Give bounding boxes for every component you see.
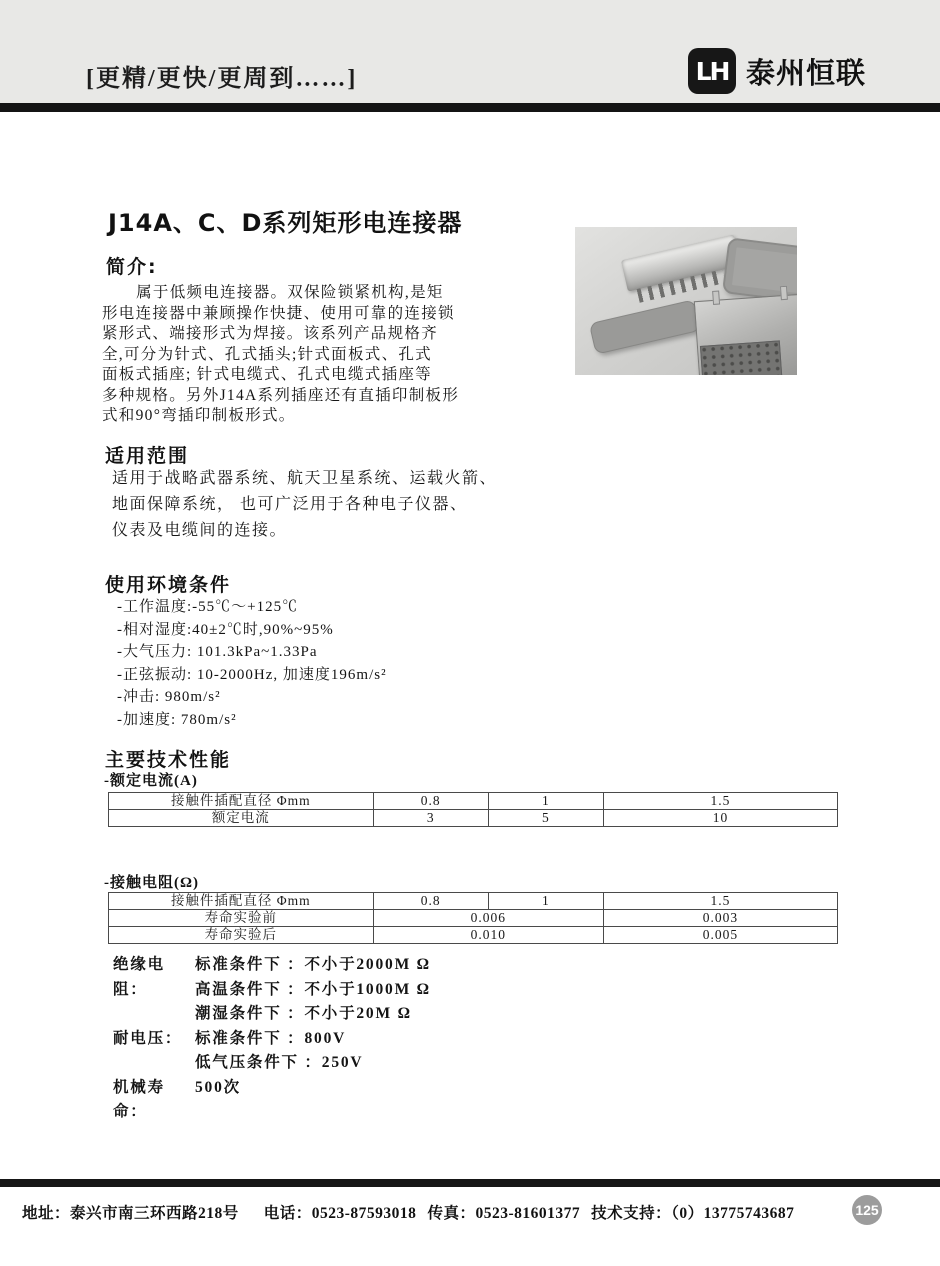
spec-row — [113, 1002, 431, 1027]
environment-item: -工作温度:-55℃～+125℃ — [117, 599, 299, 615]
rated-current-table — [108, 792, 838, 827]
intro-paragraph — [102, 283, 564, 427]
table-cell: 0.006 — [373, 910, 603, 927]
table-cell: 1.5 — [603, 893, 837, 910]
footer-address: 地址：泰兴市南三环西路218号 — [22, 1205, 239, 1222]
page-number: 125 — [855, 1202, 879, 1218]
spec-row — [113, 1027, 431, 1052]
intro-line: 紧形式、端接形式为焊接。该系列产品规格齐 — [102, 325, 439, 342]
housing-pin-shape — [780, 286, 788, 300]
spec-label — [113, 978, 195, 1003]
intro-line: 形电连接器中兼顾操作快捷、使用可靠的连接锁 — [102, 304, 455, 322]
spec-value: 标准条件下 ：不小于2000M Ω — [195, 956, 431, 973]
intro-heading: 简介: — [106, 256, 158, 278]
environment-item: -大气压力: 101.3kPa~1.33Pa — [117, 644, 318, 660]
table-cell: 寿命实验后 — [109, 927, 374, 944]
brand-name: 泰州恒联 — [746, 55, 867, 90]
table-cell: 1.5 — [603, 793, 837, 810]
header-band — [0, 0, 940, 103]
intro-line: 面板式插座; 针式电缆式、孔式电缆式插座等 — [102, 366, 432, 383]
scope-heading: 适用范围 — [105, 445, 190, 467]
performance-heading: 主要技术性能 — [105, 749, 232, 771]
environment-item: -正弦振动: 10-2000Hz, 加速度196m/s² — [117, 666, 387, 683]
table-row — [109, 910, 838, 927]
table-cell: 5 — [488, 810, 603, 827]
intro-line: 全,可分为针式、孔式插头;针式面板式、孔式 — [102, 345, 432, 363]
intro-line: 属于低频电连接器。双保险锁紧机构,是矩 — [136, 284, 444, 301]
brand-block — [688, 48, 866, 94]
table-cell: 额定电流 — [109, 810, 374, 827]
logo-letters: LH — [695, 56, 729, 86]
socket-face-shape — [700, 340, 783, 375]
table-cell: 0.010 — [373, 927, 603, 944]
environment-item: -冲击: 980m/s² — [117, 689, 221, 705]
environment-item: -加速度: 780m/s² — [117, 711, 237, 728]
table-cell: 1 — [488, 793, 603, 810]
table-cell: 寿命实验前 — [109, 910, 374, 927]
environment-list — [117, 596, 387, 731]
table-cell: 10 — [603, 810, 837, 827]
scope-line: 地面保障系统， 也可广泛用于各种电子仪器、 — [112, 496, 468, 513]
spec-label: 耐电压： — [113, 1029, 183, 1047]
spec-value: 500次 — [195, 1078, 241, 1096]
page-number-badge — [852, 1195, 882, 1225]
connector-housing-shape — [694, 293, 797, 375]
table-cell: 0.003 — [603, 910, 837, 927]
rated-current-label: -额定电流(A) — [104, 773, 198, 789]
footer-phone: 电话：0523-87593018 — [263, 1205, 417, 1222]
spec-value: 标准条件下 ：800V — [195, 1029, 347, 1047]
header-slogan: [更精/更快/更周到……] — [86, 66, 358, 92]
footer-fax: 传真：0523-81601377 — [427, 1205, 581, 1222]
spec-label: 机械寿命： — [113, 1078, 165, 1120]
product-photo — [575, 227, 797, 375]
table-cell: 3 — [373, 810, 488, 827]
table-cell: 0.005 — [603, 927, 837, 944]
footer — [22, 1201, 842, 1223]
footer-support: 技术支持：（0）13775743687 — [591, 1205, 795, 1222]
page-title: J14A、C、D系列矩形电连接器 — [108, 209, 463, 237]
table-cell: 0.8 — [373, 793, 488, 810]
company-logo-icon — [688, 48, 736, 94]
intro-line: 式和90°弯插印制板形式。 — [102, 407, 296, 424]
environment-item: -相对湿度:40±2℃时,90%~95% — [117, 621, 334, 638]
contact-resistance-label: -接触电阻(Ω) — [104, 875, 199, 891]
housing-pin-shape — [712, 291, 720, 305]
spec-value: 潮湿条件下 ：不小于20M Ω — [195, 1005, 412, 1022]
intro-line: 多种规格。另外J14A系列插座还有直插印制板形 — [102, 386, 460, 404]
bottom-divider — [0, 1179, 940, 1187]
spec-lines — [113, 953, 431, 1120]
spec-label — [113, 1051, 195, 1076]
spec-label — [113, 1002, 195, 1027]
contact-resistance-table — [108, 892, 838, 944]
scope-paragraph — [112, 466, 582, 544]
table-cell: 接触件插配直径 Φmm — [109, 793, 374, 810]
table-row — [109, 793, 838, 810]
table-row — [109, 893, 838, 910]
scope-line: 仪表及电缆间的连接。 — [112, 522, 288, 539]
spec-row — [113, 1076, 431, 1120]
table-row — [109, 927, 838, 944]
spec-value: 高温条件下 ：不小于1000M Ω — [195, 980, 431, 998]
environment-heading: 使用环境条件 — [105, 574, 232, 596]
top-divider — [0, 103, 940, 112]
table-cell: 1 — [488, 893, 603, 910]
table-row — [109, 810, 838, 827]
spec-row — [113, 978, 431, 1003]
scope-line: 适用于战略武器系统、航天卫星系统、运载火箭、 — [112, 470, 498, 487]
spec-label: 绝缘电阻： — [113, 956, 165, 998]
table-cell: 接触件插配直径 Φmm — [109, 893, 374, 910]
table-cell: 0.8 — [373, 893, 488, 910]
spec-row — [113, 1051, 431, 1076]
spec-value: 低气压条件下 ：250V — [195, 1054, 364, 1071]
rubber-cap-shape — [589, 299, 701, 354]
